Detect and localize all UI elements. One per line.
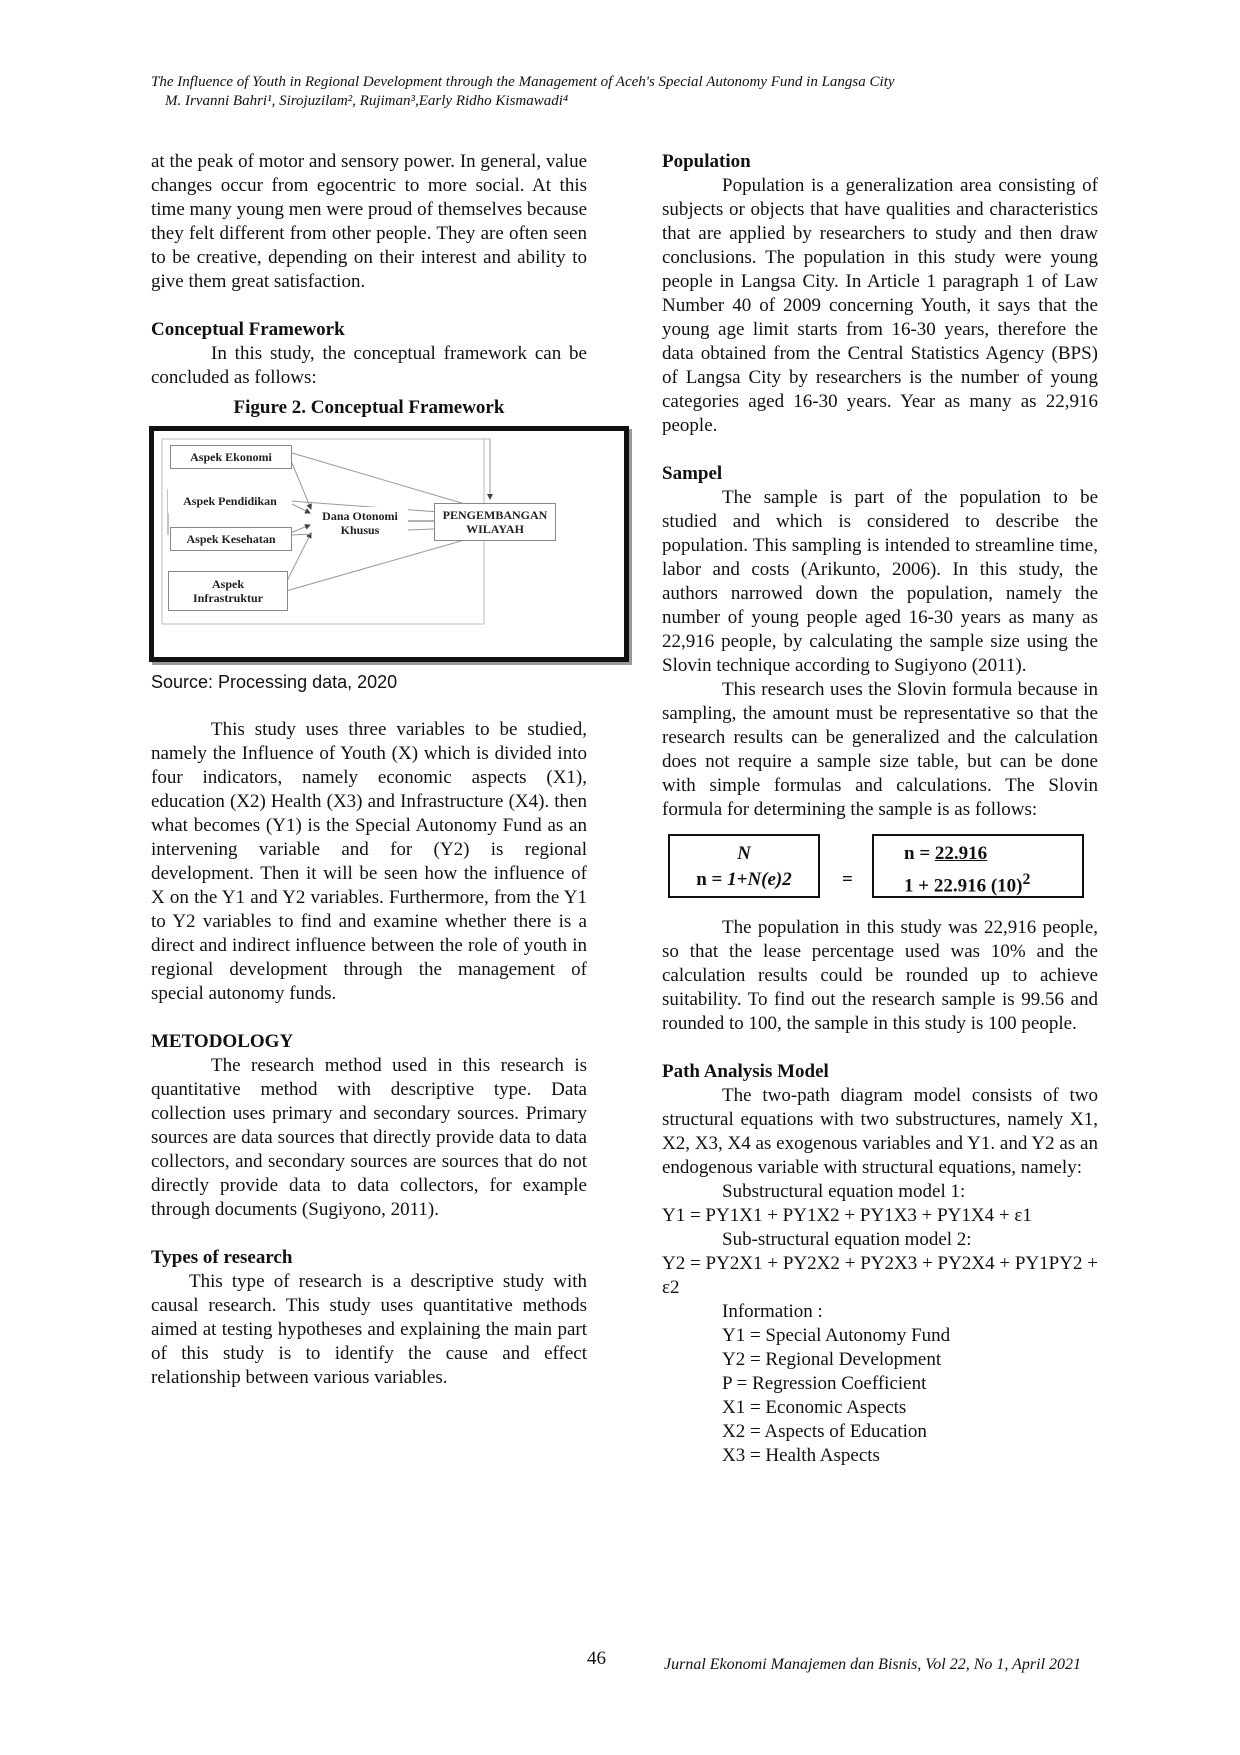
figure-title: Figure 2. Conceptual Framework	[233, 397, 505, 418]
label-dana-otonomi-1: Dana Otonomi	[322, 509, 398, 523]
label-pengembangan-2: WILAYAH	[466, 522, 524, 536]
formula-applied-box	[872, 834, 1084, 898]
header-title: The Influence of Youth in Regional Development through the Management of Aceh's Special Autonomy Fund in Langsa City	[151, 74, 895, 90]
header-authors: M. Irvanni Bahri¹, Sirojuzilam², Rujiman³,Early Ridho Kismawadi⁴	[165, 93, 569, 109]
label-pengembangan-1: PENGEMBANGAN	[442, 508, 548, 522]
label-aspek-ekonomi: Aspek Ekonomi	[190, 450, 272, 464]
info-item-x2: X2 = Aspects of Education	[722, 1421, 927, 1442]
path-analysis-heading: Path Analysis Model	[662, 1061, 829, 1082]
left-column	[151, 150, 587, 1390]
label-aspek-pendidikan: Aspek Pendidikan	[183, 494, 277, 508]
formula-numerator: N	[737, 843, 751, 864]
box-aspek-pendidikan	[168, 489, 292, 513]
figure-source: Source: Processing data, 2020	[151, 672, 398, 692]
info-item-p: P = Regression Coefficient	[722, 1373, 927, 1394]
types-of-research-paragraph: This type of research is a descriptive study with causal research. This study uses quantitative methods aimed at testing hypotheses and explaining the main part of this study is to identify the cause and effect relationship between various variables.	[151, 1271, 587, 1388]
conceptual-framework-heading: Conceptual Framework	[151, 319, 345, 340]
formula-rhs-numerator: 22.916	[934, 843, 988, 864]
info-item-y2: Y2 = Regional Development	[722, 1349, 942, 1370]
label-aspek-infrastruktur-2: Infrastruktur	[192, 591, 263, 605]
info-item-x3: X3 = Health Aspects	[722, 1445, 880, 1466]
formula-general-box	[668, 834, 820, 898]
formula-equals: =	[842, 869, 853, 890]
substructure-1-equation: Y1 = PY1X1 + PY1X2 + PY1X3 + PY1X4 + ε1	[662, 1205, 1032, 1226]
formula-rhs-denominator: 1 + 22.916 (10)	[904, 875, 1023, 897]
box-aspek-kesehatan	[170, 527, 292, 551]
sample-heading: Sampel	[662, 463, 723, 484]
intro-paragraph: at the peak of motor and sensory power. In general, value changes occur from egocentric to more social. At this time many young men were proud of themselves because they felt different from other people. They are often seen to be creative, depending on their interest and ability to give them great satisfaction.	[151, 151, 587, 292]
right-column	[662, 150, 1098, 1468]
formula-denominator: 1+N(e)2	[727, 869, 792, 890]
box-dana-otonomi-khusus	[312, 507, 408, 539]
methodology-paragraph: The research method used in this research is quantitative method with descriptive type. Data collection uses primary and secondary sources. Primary sources are data sources that directly provide data to data collectors, and secondary sources are sources that do not directly provide data to data collectors, for example through documents (Sugiyono, 2011).	[151, 1055, 587, 1220]
conceptual-framework-text: In this study, the conceptual framework can be concluded as follows:	[151, 343, 587, 388]
box-pengembangan-wilayah	[434, 503, 556, 541]
label-aspek-kesehatan: Aspek Kesehatan	[186, 532, 276, 546]
conceptual-framework-diagram	[149, 426, 629, 662]
slovin-formula	[666, 834, 1098, 900]
info-item-y1: Y1 = Special Autonomy Fund	[722, 1325, 951, 1346]
sample-paragraph-2: This research uses the Slovin formula because in sampling, the amount must be representative so that the research results can be generalized and the calculation does not require a sample size table, but can be done with simple formulas and calculations. The Slovin formula for determining the sample is as follows:	[662, 679, 1098, 820]
methodology-heading: METODOLOGY	[151, 1031, 294, 1052]
substructure-1-label: Substructural equation model 1:	[722, 1181, 966, 1202]
label-aspek-infrastruktur-1: Aspek	[211, 577, 244, 591]
info-item-x1: X1 = Economic Aspects	[722, 1397, 907, 1418]
running-header	[151, 73, 895, 111]
sample-paragraph-1: The sample is part of the population to be studied and which is considered to describe the population. This sampling is intended to streamline time, labor and costs (Arikunto, 2006). In this study, the authors narrowed down the population, namely the number of young people aged 16-30 years as many as 22,916 people, by calculating the sample size using the Slovin technique according to Sugiyono (2011).	[662, 487, 1098, 676]
substructure-2-label: Sub-structural equation model 2:	[722, 1229, 972, 1250]
formula-rhs-exponent: 2	[1022, 871, 1031, 888]
variables-paragraph: This study uses three variables to be studied, namely the Influence of Youth (X) which is divided into four indicators, namely economic aspects (X1), education (X2) Health (X3) and Infrastructure (X4). then what becomes (Y1) is the Special Autonomy Fund as an intervening variable and for (Y2) is regional development. Then it will be seen how the influence of X on the Y1 and Y2 variables. Furthermore, from the Y1 to Y2 variables to find and examine whether there is a direct and indirect influence between the role of youth in regional development through the management of special autonomy funds.	[151, 719, 587, 1004]
types-of-research-heading: Types of research	[151, 1247, 293, 1268]
population-heading: Population	[662, 151, 751, 172]
path-analysis-paragraph: The two-path diagram model consists of two structural equations with two substructures, namely X1, X2, X3, X4 as exogenous variables and Y1. and Y2 as an endogenous variable with structural equations, namely:	[662, 1085, 1098, 1178]
population-paragraph: Population is a generalization area consisting of subjects or objects that have qualities and characteristics that are applied by researchers to study and then draw conclusions. The population in this study were young people in Langsa City. In Article 1 paragraph 1 of Law Number 40 of 2009 concerning Youth, it says that the young age limit starts from 16-30 years, therefore the data obtained from the Central Statistics Agency (BPS) of Langsa City by researchers is the number of young categories aged 16-30 years. Year as many as 22,916 people.	[662, 175, 1098, 436]
information-label: Information :	[722, 1301, 823, 1322]
box-aspek-ekonomi	[170, 445, 292, 469]
page-number: 46	[587, 1648, 606, 1669]
label-dana-otonomi-2: Khusus	[340, 523, 380, 537]
result-paragraph: The population in this study was 22,916 people, so that the lease percentage used was 10% and the calculation results could be rounded up to achieve suitability. To find out the research sample is 99.56 and rounded to 100, the sample in this study is 100 people.	[662, 917, 1098, 1034]
box-aspek-infrastruktur	[168, 571, 288, 611]
formula-rhs-prefix: n =	[904, 843, 935, 864]
formula-lhs-prefix: n =	[696, 869, 728, 890]
substructure-2-equation: Y2 = PY2X1 + PY2X2 + PY2X3 + PY2X4 + PY1PY2 + ε2	[662, 1253, 1098, 1298]
journal-footer: Jurnal Ekonomi Manajemen dan Bisnis, Vol 22, No 1, April 2021	[664, 1656, 1082, 1673]
